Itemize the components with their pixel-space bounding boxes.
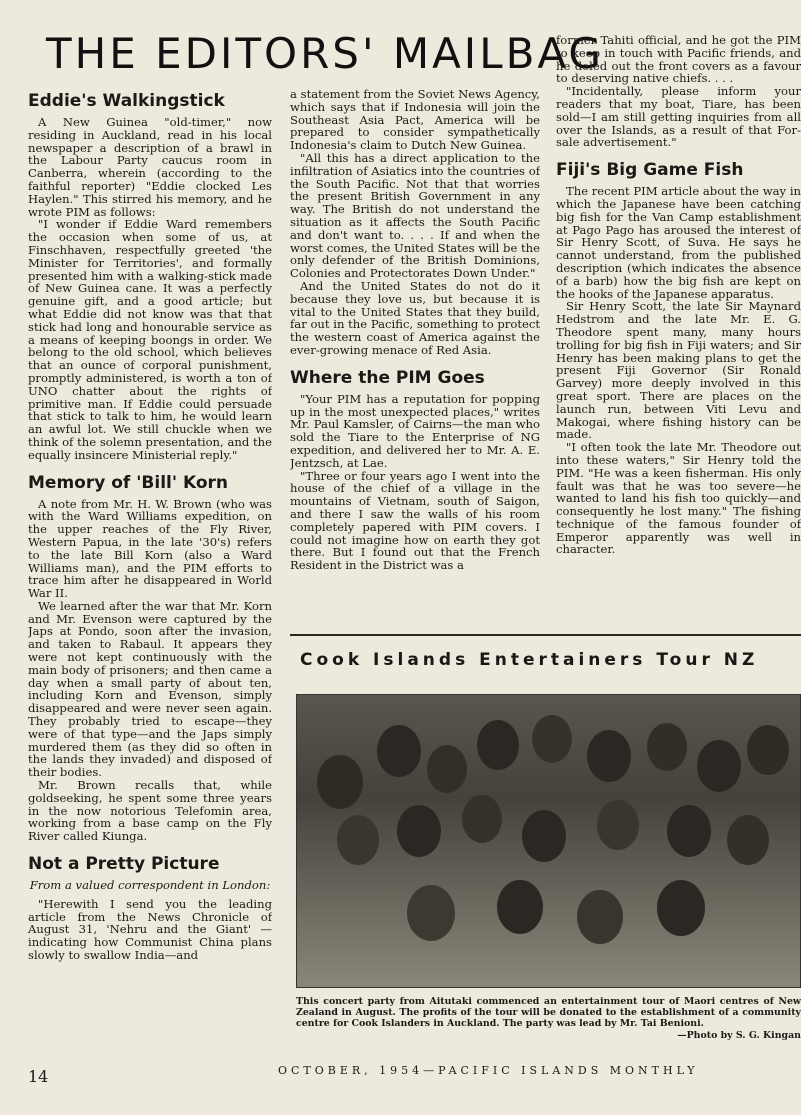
byline: From a valued correspondent in London: bbox=[29, 878, 271, 893]
page-number: 14 bbox=[28, 1067, 49, 1086]
paragraph: A note from Mr. H. W. Brown (who was with the Ward Williams expedition, on the upper reaches of the Fly River, Western Papua, in the late '30's) refers to the late Bill Korn (also a Ward Williams man), and the PIM efforts to trace him after he disappeared in World War II. bbox=[28, 496, 272, 601]
group-photo bbox=[296, 694, 801, 988]
article-heading-nehru: Not a Pretty Picture bbox=[28, 854, 220, 875]
photo-caption bbox=[296, 996, 801, 1041]
photo-feature-title: Cook Islands Entertainers Tour NZ bbox=[300, 650, 759, 670]
photo-credit: —Photo by S. G. Kingan bbox=[677, 1029, 801, 1041]
paragraph: "Three or four years ago I went into the house of the chief of a village in the mountains of Vietnam, south of Saigon, and there I saw the walls of his room completely papered with PIM covers. I could not imagine how on earth they got there. But I found out that the French Resident in the District was a bbox=[290, 468, 540, 573]
article-heading-walkingstick: Eddie's Walkingstick bbox=[28, 91, 225, 111]
page-footer bbox=[28, 1064, 801, 1084]
page-title: THE EDITORS' MAILBAG bbox=[46, 29, 604, 78]
paragraph: "All this has a direct application to the infiltration of Asiatics into the countries of the South Pacific. Not that that worries the present British Government in any way. The British do not understand the situation as it affects the South Pacific and don't want to. . . . If and when the worst comes, the United States will be the only defender of the British Dominions, Colonies and Protectorates Down Under." bbox=[290, 150, 540, 281]
column-1 bbox=[28, 88, 272, 1058]
paragraph: a statement from the Soviet News Agency, which says that if Indonesia will join the Southeast Asia Pact, America will be prepared to consider sympathetically Indonesia's claim to Dutch New Guinea. bbox=[290, 88, 540, 153]
section-divider bbox=[290, 634, 801, 636]
paragraph: The recent PIM article about the way in which the Japanese have been catching big fish for the Van Camp establishment at Pago Pago has aroused the interest of Sir Henry Scott, of Suva. He says he cannot understand, from the published description (which indicates the absence of a barb) how the big fish are kept on the hooks of the Japanese apparatus. bbox=[556, 184, 801, 301]
caption-text: This concert party from Aitutaki commenced an entertainment tour of Maori centres of New Zealand in August. The profits of the tour will be donated to the establishment of a community centre for Cook Islanders in Auckland. The party was lead by Mr. Tai Benioni. bbox=[296, 996, 801, 1030]
article-heading-pim-goes: Where the PIM Goes bbox=[290, 367, 485, 388]
paragraph: "I often took the late Mr. Theodore out into these waters," Sir Henry told the PIM. "He was a keen fisherman. His only fault was that he was too severe—he wanted to land his fish too quickly—and consequently he lost many." The fishing technique of the famous founder of Emperor apparently was well in character. bbox=[556, 440, 801, 557]
paragraph: Sir Henry Scott, the late Sir Maynard Hedstrom and the late Mr. E. G. Theodore spent many, many hours trolling for big fish in Fiji waters; and Sir Henry has been making plans to get the present Fiji Governor (Sir Ronald Garvey) more deeply involved in this great sport. There are places on the launch run, between Viti Levu and Makogai, where fishing history can be made. bbox=[556, 299, 801, 442]
paragraph: We learned after the war that Mr. Korn and Mr. Evenson were captured by the Japs at Pondo, soon after the invasion, and taken to Rabaul. It appears they were not kept continuously with the main body of prisoners; and then came a day when a small party of about ten, including Korn and Evenson, simply disappeared and were never seen again. They probably tried to escape—they were of that type—and the Japs simply murdered them (as they did so often in the lands they invaded) and disposed of their bodies. bbox=[28, 598, 272, 780]
paragraph: A New Guinea "old-timer," now residing in Auckland, read in his local newspaper a description of a brawl in the Labour Party caucus room in Canberra, wherein (according to the faithful reporter) "Eddie clocked Les Haylen." This stirred his memory, and he wrote PIM as follows: bbox=[28, 115, 272, 219]
footer-issue-line: OCTOBER, 1954—PACIFIC ISLANDS MONTHLY bbox=[278, 1064, 699, 1077]
column-2 bbox=[290, 88, 540, 628]
paragraph: "Incidentally, please inform your readers that my boat, Tiare, has been sold—I am still getting inquiries from all over the Islands, as a result of that For-sale advertisement." bbox=[556, 84, 801, 150]
paragraph: Mr. Brown recalls that, while goldseeking, he spent some three years in the now notorious Telefomin area, working from a base camp on the Fly River called Kiunga. bbox=[28, 778, 272, 844]
column-3 bbox=[556, 34, 801, 630]
paragraph: And the United States do not do it because they love us, but because it is vital to the United States that they build, far out in the Pacific, something to protect the western coast of America against the ever-growing menace of Red Asia. bbox=[290, 278, 540, 357]
article-heading-big-game: Fiji's Big Game Fish bbox=[556, 160, 744, 181]
paragraph: "I wonder if Eddie Ward remembers the occasion when some of us, at Finschhaven, respectfully greeted 'the Minister for Territories', and formally presented him with a walking-stick made of New Guinea cane. It was a perfectly genuine gift, and a good article; but what Eddie did not know was that that stick had long and honourable service as a means of keeping boongs in order. We belong to the old school, which believes that an ounce of corporal punishment, promptly administered, is worth a ton of UNO chatter about the rights of primitive man. If Eddie could persuade that stick to talk to him, he would learn an awful lot. We still chuckle when we think of the solemn presentation, and the equally insincere Ministerial reply." bbox=[28, 217, 272, 462]
paragraph: "Herewith I send you the leading article from the News Chronicle of August 31, 'Nehru and the Giant' —indicating how Communist China plans slowly to swallow India—and bbox=[28, 896, 272, 963]
paragraph: former Tahiti official, and he got the PIM to keep in touch with Pacific friends, and he doled out the front covers as a favour to deserving native chiefs. . . . bbox=[556, 34, 801, 86]
article-heading-korn: Memory of 'Bill' Korn bbox=[28, 472, 229, 493]
paragraph: "Your PIM has a reputation for popping up in the most unexpected places," writes Mr. Paul Kamsler, of Cairns—the man who sold the Tiare to the Enterprise of NG expedition, and delivered her to Mr. A. E. Jentzsch, at Lae. bbox=[290, 391, 540, 470]
